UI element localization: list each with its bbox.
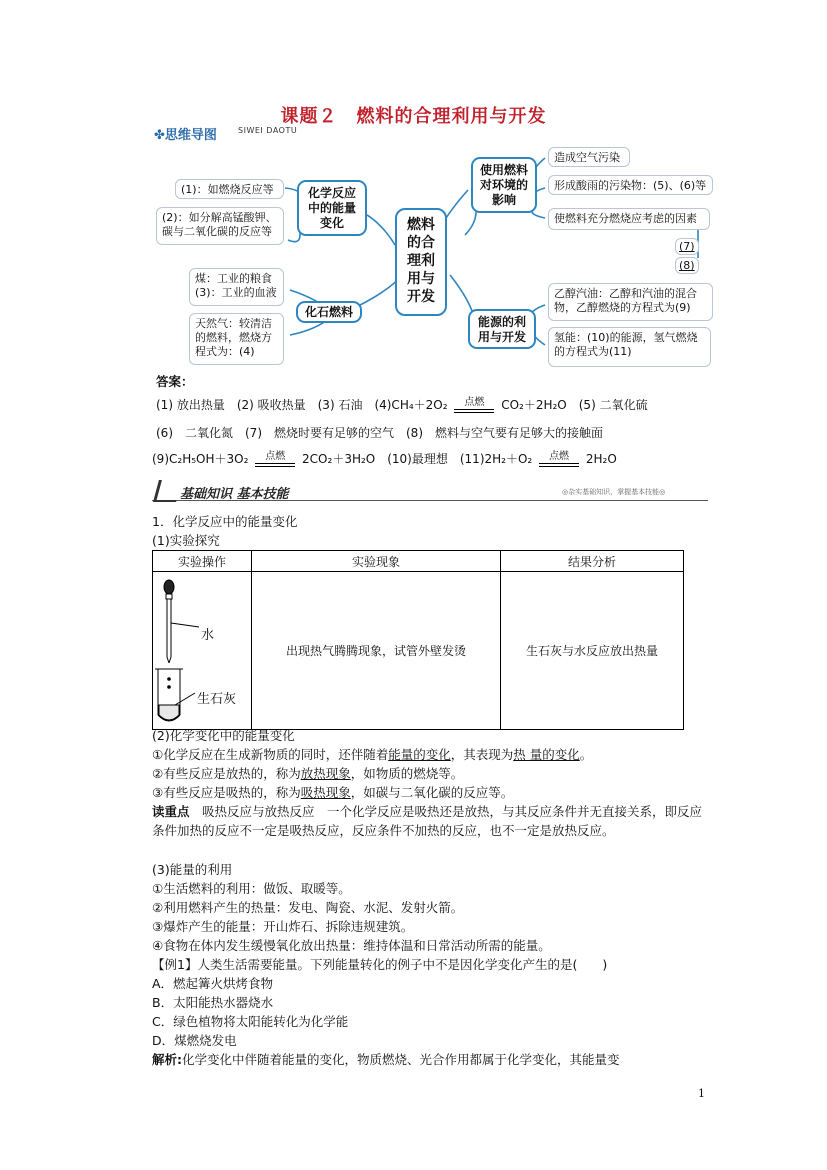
table-header-analysis: 结果分析 [501,551,684,572]
use-item-2: ②利用燃料产生的热量：发电、陶瓷、水泥、发射火箭。 [152,900,464,915]
leaf-oil-text: (3)：工业的血液 [195,286,277,299]
banner-note: ◎杂实基础知识，掌握基本技能◎ [562,488,666,496]
focus-label: 读重点 [152,804,190,819]
table-cell-phenomenon: 出现热气腾腾现象，试管外壁发烫 [252,572,501,730]
leaf-hydrogen [548,327,711,367]
option-d: D．煤燃烧发电 [152,1033,237,1048]
p3-text-a: ③有些反应是吸热的，称为 [152,785,301,800]
answers-line-2: (6) 二氧化氮 (7) 燃烧时要有足够的空气 (8) 燃料与空气要有足够大的接触面 [156,426,603,440]
node-environment [471,157,537,213]
experiment-table [152,550,684,730]
node-fossil-fuel-text: 化石燃料 [304,305,353,319]
center-line-5: 开发 [407,289,435,305]
node-fossil-fuel [296,301,362,323]
answers-line-3-b: 2CO₂＋3H₂O (10)最理想 (11)2H₂＋O₂ [302,452,533,466]
leaf-endothermic-text-1: (2)：如分解高锰酸钾、 [162,211,277,224]
leaf-ethanol-text-2: 物，乙醇燃烧的方程式为(9) [554,301,691,314]
label-water: 水 [201,628,215,643]
banner-title: 基础知识 基本技能 [180,487,289,502]
leaf-coal-oil [189,268,284,306]
reaction-condition [451,398,497,413]
use-item-3: ③爆炸产生的能量：开山炸石、拆除违规建筑。 [152,919,414,934]
analysis [152,1050,712,1069]
subsection-energy-change: (2)化学变化中的能量变化 [152,728,295,743]
leaf-7 [675,238,699,255]
center-line-2: 的合 [407,235,435,251]
reaction-condition-2 [252,452,298,467]
analysis-label: 解析: [152,1052,182,1067]
equals-bar-2 [255,463,295,467]
option-b: B．太阳能热水器烧水 [152,995,274,1010]
answers-line-3 [152,450,617,469]
use-item-1: ①生活燃料的利用：做饭、取暖等。 [152,881,351,896]
node-environment-line-3: 影响 [491,193,516,207]
node-center [395,208,447,316]
reaction-condition-3 [536,452,582,467]
leaf-acid-rain-text: 形成酸雨的污染物：(5)、(6)等 [554,179,707,192]
focus-text: 吸热反应与放热反应 一个化学反应是吸热还是放热，与其反应条件并无直接关系，即反应条件加热的反应不一定是吸热反应，反应条件不加热的反应，也不一定是放热反应。 [152,804,703,838]
section-heading: 1．化学反应中的能量变化 [152,514,298,529]
center-line-4: 用与 [407,271,435,287]
p3-text-b: ，如碳与二氧化碳的反应等。 [350,785,514,800]
leaf-natural-gas [189,313,284,365]
answers-line-1-a: (1) 放出热量 (2) 吸收热量 (3) 石油 (4)CH₄＋2O₂ [156,398,448,412]
center-line-1: 燃料 [407,217,435,233]
page-title: 课题２ 燃料的合理利用与开发 [280,106,547,127]
leaf-8-text: (8) [679,259,695,272]
node-new-energy [468,309,536,349]
p1-text-a: ①化学反应在生成新物质的同时，还伴随着 [152,747,389,762]
leaf-gas-text-2: 的燃料，燃烧方 [195,331,272,344]
leaf-8 [675,257,699,274]
paragraph-energy-1 [152,745,712,764]
leaf-coal-text: 煤：工业的粮食 [195,272,272,285]
node-energy-change-line-2: 中的能量 [307,201,356,215]
leaf-exothermic-text: (1)：如燃烧反应等 [181,183,274,196]
node-energy-change-line-1: 化学反应 [307,186,356,200]
node-new-energy-line-1: 能源的利 [477,315,526,329]
option-a: A．燃起篝火烘烤食物 [152,976,274,991]
example-question: 【例1】人类生活需要能量。下列能量转化的例子中不是因化学变化产生的是( ) [152,957,608,972]
table-cell-analysis: 生石灰与水反应放出热量 [501,572,684,730]
leaf-gas-text-3: 程式为：(4) [195,345,255,358]
reaction-condition-text: 点燃 [464,397,485,408]
option-c: C．绿色植物将太阳能转化为化学能 [152,1014,349,1029]
p2-text-a: ②有些反应是放热的，称为 [152,766,301,781]
answers-line-1 [156,396,648,415]
paragraph-energy-3 [152,783,712,802]
leaf-hydrogen-text-1: 氢能：(10)的能源，氢气燃烧 [554,331,698,344]
leaf-air-pollution [548,147,630,167]
table-header-operation: 实验操作 [153,551,252,572]
answers-line-3-a: (9)C₂H₅OH＋3O₂ [152,452,249,466]
p1-underline-1: 能量的变化 [388,747,451,762]
subsection-experiment: (1)实验探究 [152,533,220,548]
use-item-4: ④食物在体内发生缓慢氧化放出热量：维持体温和日常活动所需的能量。 [152,938,551,953]
leaf-gas-text-1: 天然气：较清洁 [195,317,272,330]
mindmap-label: ✤思维导图 [154,128,217,143]
equals-bar-3 [539,463,579,467]
page-number: 1 [698,1087,705,1100]
node-environment-line-1: 使用燃料 [479,163,528,177]
analysis-text: 化学变化中伴随着能量的变化，物质燃烧、光合作用都属于化学变化，其能量变 [182,1052,620,1067]
leaf-7-text: (7) [679,240,695,253]
subsection-energy-use: (3)能量的利用 [152,862,233,877]
answers-line-1-b: CO₂＋2H₂O (5) 二氧化硫 [501,398,648,412]
leaf-ethanol [548,283,713,321]
node-new-energy-line-2: 用与开发 [477,330,526,344]
mindmap-label-sub: SIWEI DAOTU [238,126,298,135]
p1-text-b: ，其表现为 [450,747,514,762]
paragraph-energy-2 [152,764,712,783]
focus-note [152,802,708,840]
node-energy-change [297,180,367,236]
answers-line-3-c: 2H₂O [585,452,617,466]
p1-underline-2: 热 量的变化 [513,747,580,762]
leaf-hydrogen-text-2: 的方程式为(11) [554,345,632,358]
node-energy-change-line-3: 变化 [319,216,344,230]
leaf-acid-rain [548,175,713,195]
leaf-endothermic [156,207,284,245]
equals-bar [454,409,494,413]
label-quicklime: 生石灰 [197,692,237,707]
p3-underline: 吸热现象 [300,785,351,800]
table-cell-operation [153,572,252,730]
leaf-full-burn-text: 使燃料充分燃烧应考虑的因素 [554,212,697,225]
leaf-ethanol-text-1: 乙醇汽油：乙醇和汽油的混合 [554,287,697,300]
reaction-condition-3-text: 点燃 [549,451,570,462]
answers-heading: 答案： [156,374,194,389]
p2-text-b: ，如物质的燃烧等。 [350,766,464,781]
p1-text-c: 。 [579,747,593,762]
p2-underline: 放热现象 [300,766,351,781]
leaf-air-pollution-text: 造成空气污染 [554,151,620,164]
table-header-phenomenon: 实验现象 [252,551,501,572]
center-line-3: 理利 [407,253,435,269]
node-environment-line-2: 对环境的 [479,178,528,192]
leaf-endothermic-text-2: 碳与二氧化碳的反应等 [162,225,272,238]
reaction-condition-2-text: 点燃 [265,451,286,462]
leaf-full-burn [548,208,710,230]
leaf-exothermic [175,179,284,199]
